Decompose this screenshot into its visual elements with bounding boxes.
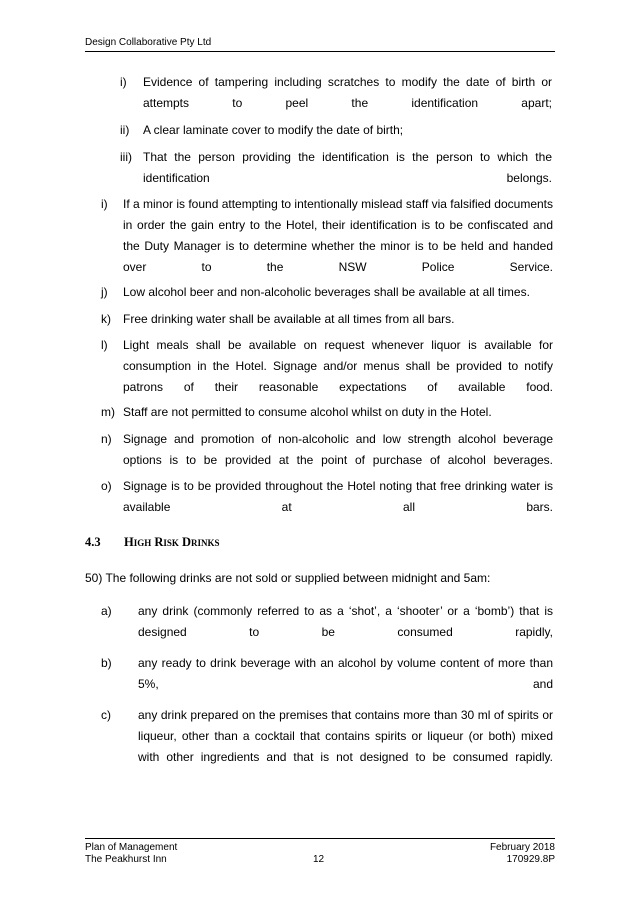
list-item-text: Staff are not permitted to consume alcohol whilst on duty in the Hotel. [123, 405, 492, 419]
list-marker: o) [101, 479, 112, 493]
list-item-text: Signage is to be provided throughout the Hotel noting that free drinking water is available at all bars. [123, 479, 553, 514]
list-marker: j) [101, 285, 108, 299]
section-number: 4.3 [85, 535, 101, 549]
list-marker: iii) [120, 150, 132, 164]
list-marker: k) [101, 312, 111, 326]
footer-doc-title: Plan of Management [85, 842, 178, 853]
list-item-text: Evidence of tampering including scratches to modify the date of birth or attempts to peel the identification apart; [143, 75, 552, 110]
list-item-text: Low alcohol beer and non-alcoholic beverages shall be available at all times. [123, 285, 530, 299]
list-item-text: Free drinking water shall be available at all times from all bars. [123, 312, 455, 326]
list-marker: c) [101, 708, 111, 722]
list-item-text: any drink prepared on the premises that contains more than 30 ml of spirits or liqueur, other than a cocktail that contains spirits or liqueur (or both) mixed with other ingredients and that is not designed to be consumed rapidly. [138, 708, 553, 764]
list-marker: a) [101, 604, 112, 618]
clause-intro: 50) The following drinks are not sold or supplied between midnight and 5am: [85, 571, 491, 585]
list-item-text: Signage and promotion of non-alcoholic and low strength alcohol beverage options is to be provided at the point of purchase of alcohol beverages. [123, 432, 553, 467]
list-marker: n) [101, 432, 112, 446]
footer-right [490, 842, 555, 866]
footer-date: February 2018 [489, 842, 555, 853]
header-divider [85, 51, 555, 52]
footer-left [85, 842, 177, 866]
list-item-text: any ready to drink beverage with an alcohol by volume content of more than 5%, and [138, 656, 553, 691]
list-item-text: That the person providing the identification is the person to which the identification belongs. [143, 150, 552, 185]
list-marker: b) [101, 656, 112, 670]
section-heading [85, 534, 220, 550]
list-marker: ii) [120, 123, 130, 137]
list-marker: l) [101, 338, 108, 352]
list-item-text: Light meals shall be available on request whenever liquor is available for consumption in the Hotel. Signage and/or menus shall be provided to notify patrons of their reasonable expectations of available food. [123, 338, 553, 394]
list-marker: i) [101, 197, 108, 211]
page-number: 12 [312, 854, 325, 865]
section-title: High Risk Drinks [124, 535, 220, 549]
list-item-text: If a minor is found attempting to intentionally mislead staff via falsified documents in order the gain entry to the Hotel, their identification is to be confiscated and the Duty Manager is to determine whether the minor is to be held and handed over to the NSW Police Service. [123, 197, 554, 274]
footer-reference: 170929.8P [506, 854, 555, 865]
list-marker: i) [120, 75, 127, 89]
page-header: Design Collaborative Pty Ltd [85, 37, 212, 48]
list-marker: m) [101, 405, 115, 419]
list-item-text: any drink (commonly referred to as a ‘shot’, a ‘shooter’ or a ‘bomb’) that is designed to be consumed rapidly, [138, 604, 553, 639]
footer-venue: The Peakhurst Inn [85, 854, 167, 865]
list-item-text: A clear laminate cover to modify the date of birth; [143, 123, 404, 137]
footer-divider [85, 838, 555, 839]
